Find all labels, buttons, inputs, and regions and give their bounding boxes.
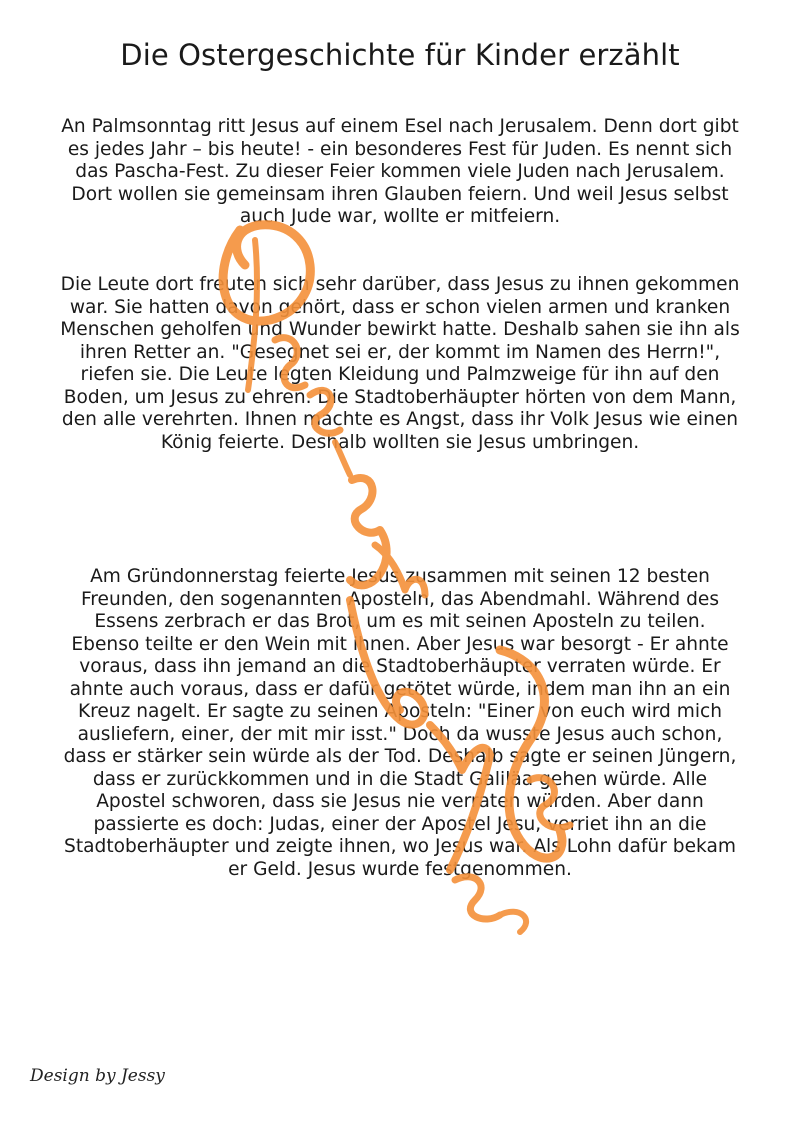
paragraph-palmsonntag: An Palmsonntag ritt Jesus auf einem Esel nach Jerusalem. Denn dort gibt es jedes Jahr – bis heute! - ein besonderes Fest für Juden. Es nennt sich das Pascha-Fest. Zu dieser Feier kommen viele Juden nach Jerusalem. Dort wollen sie gemeinsam ihren Glauben feiern. Und weil Jesus selbst auch Jude war, wollte er mitfeiern. (61, 116, 739, 227)
paragraph-gruendonnerstag: Am Gründonnerstag feierte Jesus zusammen mit seinen 12 besten Freunden, den sogenannten Aposteln, das Abendmahl. Während des Essens zerbrach er das Brot, um es mit seinen Aposteln zu teilen. Ebenso teilte er den Wein mit ihnen. Aber Jesus war besorgt - Er ahnte voraus, dass ihn jemand an die Stadtoberhäupter verraten würde. Er ahnte auch voraus, dass er dafür getötet würde, indem man ihn an ein Kreuz nagelt. Er sagte zu seinen Aposteln: "Einer von euch wird mich ausliefern, einer, der mit mir isst." Doch da wusste Jesus auch schon, dass er stärker sein würde als der Tod. Deshalb sagte er seinen Jüngern, dass er zurückkommen und in die Stadt Galiläa gehen würde. Alle Apostel schworen, dass sie Jesus nie verraten würden. Aber dann passierte es doch: Judas, einer der Apostel Jesu, verriet ihn an die Stadtoberhäupter und zeigte ihnen, wo Jesus war. Als Lohn dafür bekam er Geld. Jesus wurde festgenommen. (63, 566, 737, 880)
page-title: Die Ostergeschichte für Kinder erzählt (120, 38, 680, 72)
signature-design-by-jessy: Design by Jessy (30, 1066, 165, 1086)
paragraph-leute: Die Leute dort freuten sich sehr darüber, dass Jesus zu ihnen gekommen war. Sie hatten davon gehört, dass er schon vielen armen und kranken Menschen geholfen und Wunder bewirkt hatte. Deshalb sahen sie ihn als ihren Retter an. "Gesegnet sei er, der kommt im Namen des Herrn!", riefen sie. Die Leute legten Kleidung und Palmzweige für ihn auf den Boden, um Jesus zu ehren. Die Stadtoberhäupter hörten von dem Mann, den alle verehrten. Ihnen machte es Angst, dass ihr Volk Jesus wie einen König feierte. Deshalb wollten sie Jesus umbringen. (60, 274, 740, 453)
